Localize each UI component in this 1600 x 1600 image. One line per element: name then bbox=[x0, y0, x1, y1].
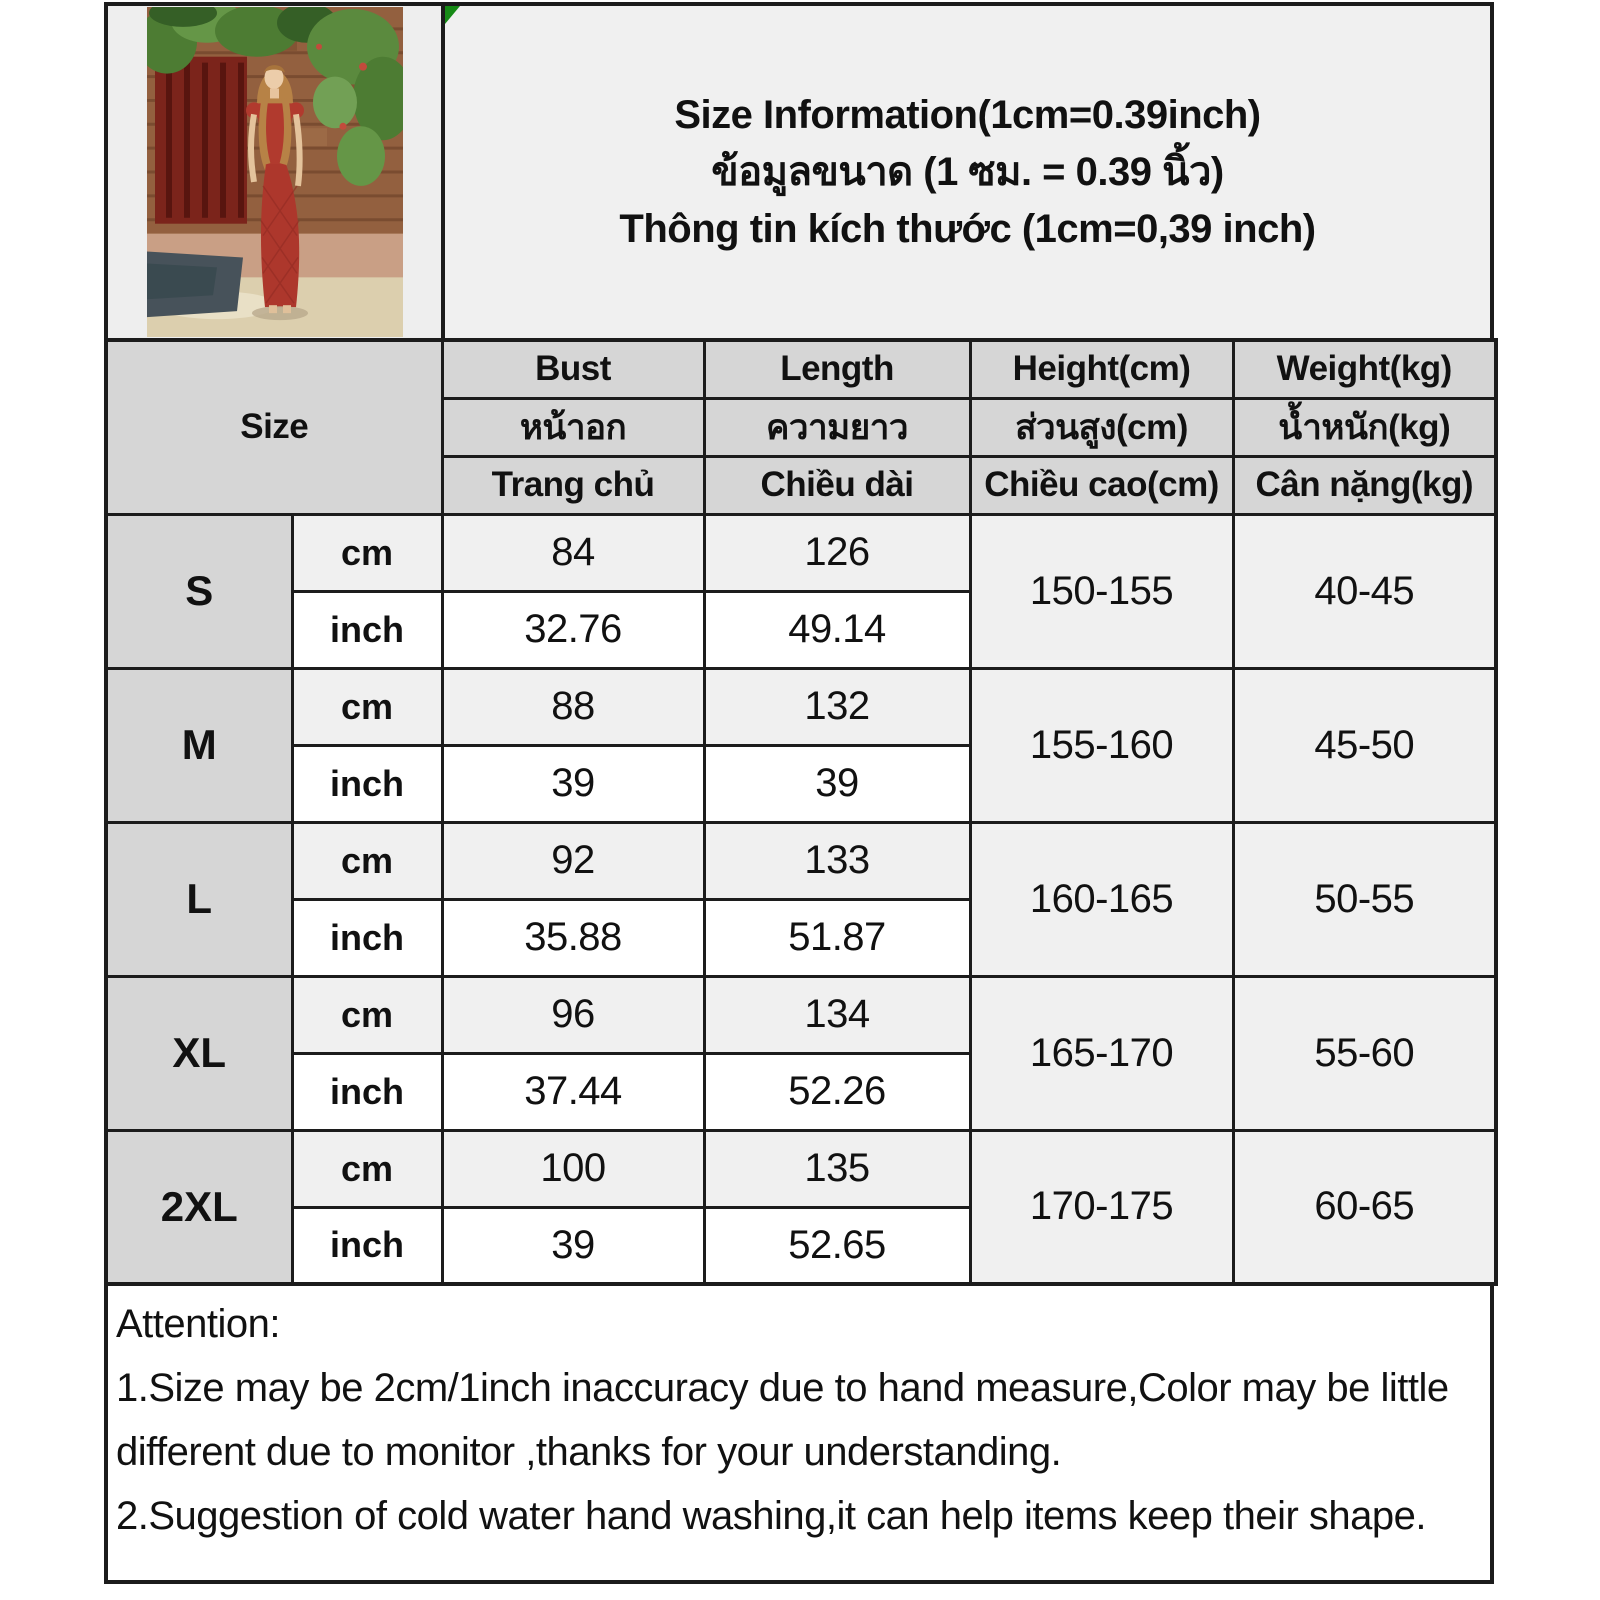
header-length-vi: Chiều dài bbox=[704, 456, 970, 514]
unit-cell-inch: inch bbox=[292, 1053, 442, 1130]
page-title-en: Size Information(1cm=0.39inch) bbox=[674, 92, 1261, 137]
size-label-cell: L bbox=[106, 822, 292, 976]
length-cm-value: 132 bbox=[704, 668, 970, 745]
header-bust-en: Bust bbox=[442, 340, 704, 398]
unit-cell-cm: cm bbox=[292, 822, 442, 899]
height-range-cell: 160-165 bbox=[970, 822, 1233, 976]
bust-inch-value: 37.44 bbox=[442, 1053, 704, 1130]
length-inch-value: 52.26 bbox=[704, 1053, 970, 1130]
length-inch-value: 49.14 bbox=[704, 591, 970, 668]
length-cm-value: 133 bbox=[704, 822, 970, 899]
height-range-cell: 150-155 bbox=[970, 514, 1233, 668]
bust-cm-value: 96 bbox=[442, 976, 704, 1053]
bust-inch-value: 32.76 bbox=[442, 591, 704, 668]
unit-cell-inch: inch bbox=[292, 1207, 442, 1284]
unit-cell-inch: inch bbox=[292, 745, 442, 822]
header-row-en bbox=[106, 340, 1496, 398]
bust-inch-value: 35.88 bbox=[442, 899, 704, 976]
header-height-en: Height(cm) bbox=[970, 340, 1233, 398]
attention-note bbox=[104, 1282, 1494, 1584]
attention-note-2: 2.Suggestion of cold water hand washing,it can help items keep their shape. bbox=[116, 1494, 1426, 1538]
unit-cell-cm: cm bbox=[292, 668, 442, 745]
header-length-en: Length bbox=[704, 340, 970, 398]
header-length-th: ความยาว bbox=[704, 398, 970, 456]
length-inch-value: 39 bbox=[704, 745, 970, 822]
banner-section bbox=[104, 2, 1494, 342]
bust-cm-value: 88 bbox=[442, 668, 704, 745]
page-title-th: ข้อมูลขนาด (1 ซม. = 0.39 นิ้ว) bbox=[711, 149, 1224, 194]
weight-range-cell: 60-65 bbox=[1233, 1130, 1496, 1284]
unit-cell-cm: cm bbox=[292, 514, 442, 591]
unit-cell-inch: inch bbox=[292, 899, 442, 976]
length-inch-value: 52.65 bbox=[704, 1207, 970, 1284]
product-photo bbox=[147, 7, 403, 337]
length-cm-value: 135 bbox=[704, 1130, 970, 1207]
size-label-cell: XL bbox=[106, 976, 292, 1130]
attention-note-1: 1.Size may be 2cm/1inch inaccuracy due to hand measure,Color may be little different due to monitor ,thanks for your understanding. bbox=[116, 1366, 1449, 1474]
table-row-s-cm bbox=[106, 514, 1496, 591]
header-weight-vi: Cân nặng(kg) bbox=[1233, 456, 1496, 514]
length-cm-value: 134 bbox=[704, 976, 970, 1053]
size-label-cell: M bbox=[106, 668, 292, 822]
weight-range-cell: 40-45 bbox=[1233, 514, 1496, 668]
unit-cell-cm: cm bbox=[292, 1130, 442, 1207]
header-bust-th: หน้าอก bbox=[442, 398, 704, 456]
title-cell bbox=[445, 6, 1490, 338]
product-photo-cell bbox=[108, 6, 445, 338]
size-chart-sheet bbox=[104, 2, 1494, 1584]
unit-cell-inch: inch bbox=[292, 591, 442, 668]
length-cm-value: 126 bbox=[704, 514, 970, 591]
green-corner-marker-icon bbox=[445, 6, 460, 24]
length-inch-value: 51.87 bbox=[704, 899, 970, 976]
header-height-vi: Chiều cao(cm) bbox=[970, 456, 1233, 514]
bust-cm-value: 84 bbox=[442, 514, 704, 591]
bust-cm-value: 100 bbox=[442, 1130, 704, 1207]
header-bust-vi: Trang chủ bbox=[442, 456, 704, 514]
header-height-th: ส่วนสูง(cm) bbox=[970, 398, 1233, 456]
height-range-cell: 165-170 bbox=[970, 976, 1233, 1130]
table-row-l-cm bbox=[106, 822, 1496, 899]
header-weight-en: Weight(kg) bbox=[1233, 340, 1496, 398]
page-title-vi: Thông tin kích thước (1cm=0,39 inch) bbox=[619, 206, 1316, 251]
bust-cm-value: 92 bbox=[442, 822, 704, 899]
table-row-m-cm bbox=[106, 668, 1496, 745]
size-header-cell: Size bbox=[106, 340, 442, 514]
table-row-xl-cm bbox=[106, 976, 1496, 1053]
header-weight-th: น้ำหนัก(kg) bbox=[1233, 398, 1496, 456]
table-row-2xl-cm bbox=[106, 1130, 1496, 1207]
size-label-cell: 2XL bbox=[106, 1130, 292, 1284]
size-table bbox=[104, 338, 1498, 1286]
size-label-cell: S bbox=[106, 514, 292, 668]
height-range-cell: 155-160 bbox=[970, 668, 1233, 822]
weight-range-cell: 55-60 bbox=[1233, 976, 1496, 1130]
weight-range-cell: 50-55 bbox=[1233, 822, 1496, 976]
weight-range-cell: 45-50 bbox=[1233, 668, 1496, 822]
bust-inch-value: 39 bbox=[442, 745, 704, 822]
bust-inch-value: 39 bbox=[442, 1207, 704, 1284]
height-range-cell: 170-175 bbox=[970, 1130, 1233, 1284]
attention-heading: Attention: bbox=[116, 1302, 281, 1346]
unit-cell-cm: cm bbox=[292, 976, 442, 1053]
